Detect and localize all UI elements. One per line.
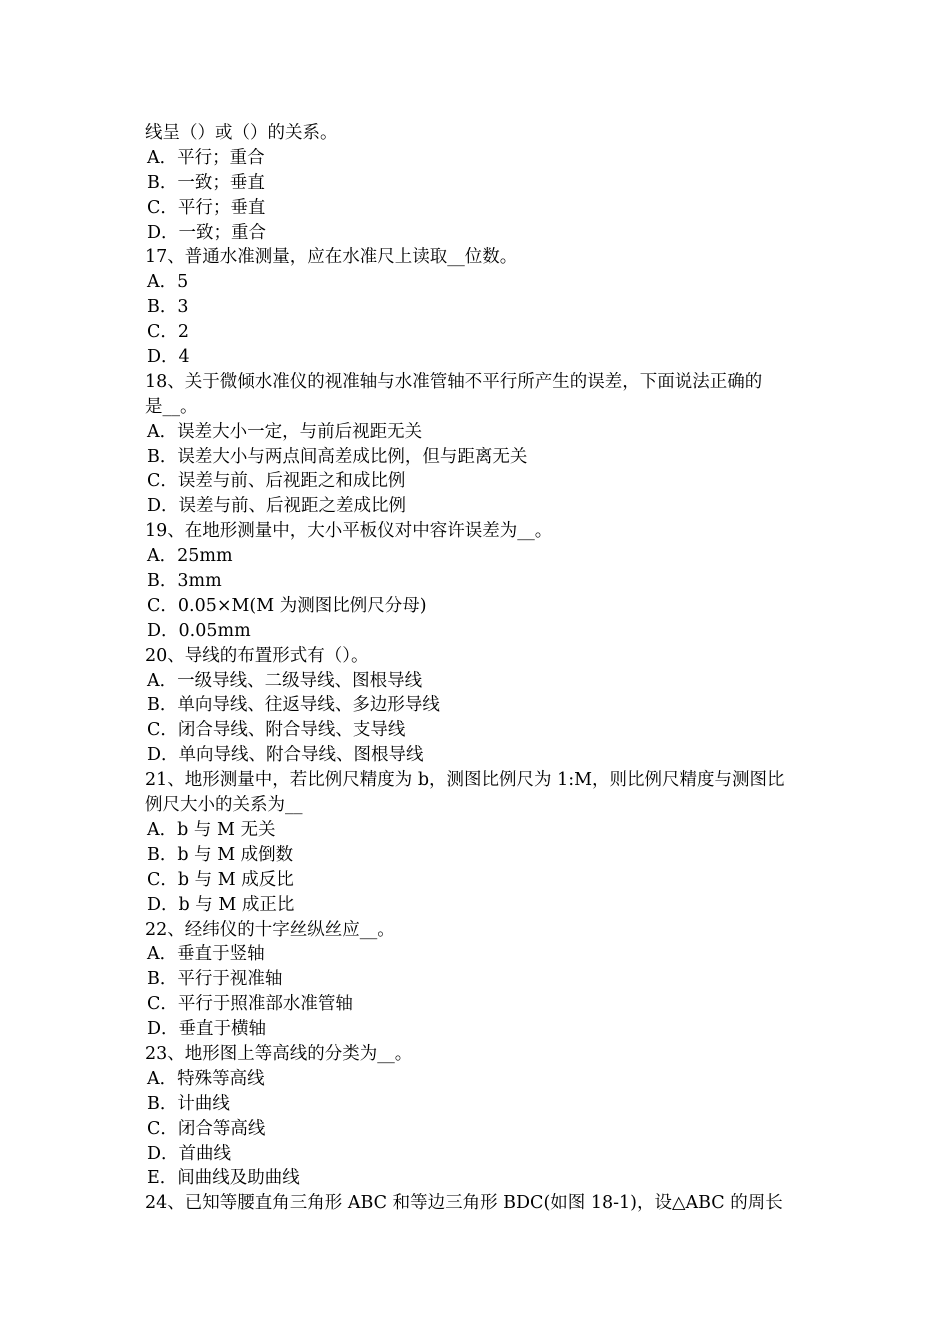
- question-text: 21、地形测量中，若比例尺精度为 b，测图比例尺为 1:M，则比例尺精度与测图比: [145, 770, 785, 791]
- answer-option: A．b 与 M 无关: [147, 819, 276, 840]
- answer-option: B．单向导线、往返导线、多边形导线: [147, 695, 440, 716]
- answer-option: D．误差与前、后视距之差成比例: [147, 496, 407, 517]
- answer-option: C．误差与前、后视距之和成比例: [147, 471, 406, 492]
- answer-option: C．闭合等高线: [147, 1118, 266, 1139]
- answer-option: C．平行于照准部水准管轴: [147, 994, 353, 1015]
- question-text: 20、导线的布置形式有（）。: [145, 645, 369, 666]
- answer-option: D．垂直于横轴: [147, 1019, 267, 1040]
- answer-option: B．平行于视准轴: [147, 969, 283, 990]
- answer-option: D．4: [147, 347, 190, 368]
- answer-option: D．一致；重合: [147, 222, 267, 243]
- answer-option: B．3: [147, 297, 189, 318]
- answer-option: D．首曲线: [147, 1143, 232, 1164]
- question-text: 线呈（）或（）的关系。: [145, 123, 338, 143]
- answer-option: D．0.05mm: [147, 620, 251, 641]
- answer-option: B．误差大小与两点间高差成比例，但与距离无关: [147, 446, 528, 467]
- answer-option: A．误差大小一定，与前后视距无关: [147, 421, 423, 442]
- answer-option: E．间曲线及助曲线: [147, 1168, 300, 1189]
- question-text: 22、经纬仪的十字丝纵丝应__。: [145, 919, 395, 940]
- answer-option: C．2: [147, 322, 190, 343]
- answer-option: B．b 与 M 成倒数: [147, 844, 294, 865]
- question-text: 24、已知等腰直角三角形 ABC 和等边三角形 BDC(如图 18-1)，设△ABC 的周长: [145, 1193, 783, 1214]
- answer-option: D．b 与 M 成正比: [147, 894, 295, 915]
- answer-option: A．25mm: [147, 546, 233, 567]
- answer-option: A．特殊等高线: [147, 1068, 265, 1089]
- answer-option: A．垂直于竖轴: [147, 944, 265, 965]
- answer-option: C．平行；垂直: [147, 197, 266, 218]
- question-text: 例尺大小的关系为__: [145, 795, 303, 816]
- answer-option: C．闭合导线、附合导线、支导线: [147, 720, 406, 741]
- question-text: 18、关于微倾水准仪的视准轴与水准管轴不平行所产生的误差，下面说法正确的: [145, 371, 763, 392]
- answer-option: A．5: [147, 272, 189, 293]
- question-text: 17、普通水准测量，应在水准尺上读取__位数。: [145, 247, 518, 268]
- document-body: [145, 121, 815, 1216]
- answer-option: B．3mm: [147, 571, 222, 592]
- answer-option: D．单向导线、附合导线、图根导线: [147, 745, 424, 766]
- answer-option: A．一级导线、二级导线、图根导线: [147, 670, 423, 691]
- question-text: 23、地形图上等高线的分类为__。: [145, 1043, 413, 1064]
- question-text: 是__。: [145, 396, 198, 417]
- answer-option: C．0.05×M(M 为测图比例尺分母): [147, 595, 427, 616]
- question-text: 19、在地形测量中，大小平板仪对中容许误差为__。: [145, 521, 553, 542]
- answer-option: B．一致；垂直: [147, 172, 265, 193]
- answer-option: B．计曲线: [147, 1093, 230, 1114]
- answer-option: C．b 与 M 成反比: [147, 869, 294, 890]
- answer-option: A．平行；重合: [147, 147, 265, 168]
